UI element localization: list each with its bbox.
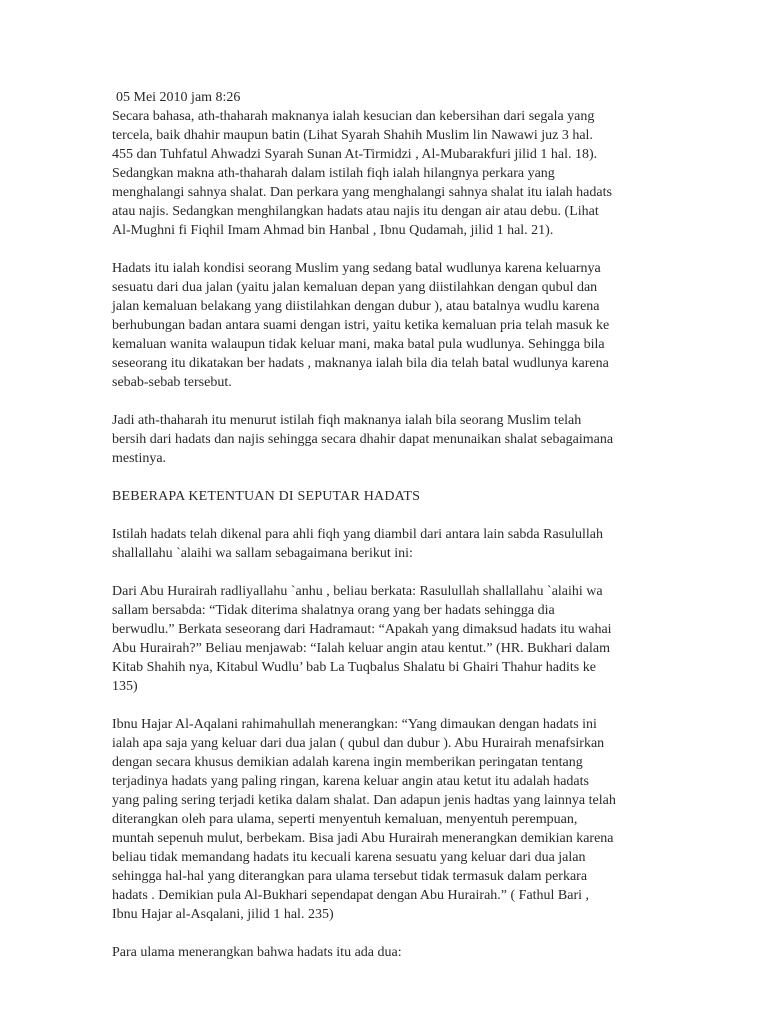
text-line: shallallahu `alaihi wa sallam sebagaimana berikut ini:: [112, 546, 413, 561]
text-line: ialah apa saja yang keluar dari dua jalan ( qubul dan dubur ). Abu Hurairah menafsirkan: [112, 736, 605, 751]
text-line: seseorang itu dikatakan ber hadats , maknanya ialah bila dia telah batal wudlunya karena: [112, 356, 609, 371]
text-line: sesuatu dari dua jalan (yaitu jalan kemaluan depan yang diistilahkan dengan qubul dan: [112, 280, 598, 295]
text-line: kemaluan wanita walaupun tidak keluar mani, maka batal pula wudlunya. Sehingga bila: [112, 337, 605, 352]
text-line: terjadinya hadats yang paling ringan, karena keluar angin atau ketut itu adalah hadats: [112, 774, 589, 789]
text-line: Sedangkan makna ath-thaharah dalam istilah fiqh ialah hilangnya perkara yang: [112, 166, 555, 181]
text-line: jalan kemaluan belakang yang diistilahkan dengan dubur ), atau batalnya wudlu karena: [112, 299, 600, 314]
text-line: beliau tidak memandang hadats itu kecuali karena sesuatu yang keluar dari dua jalan: [112, 850, 586, 865]
text-line: dengan secara khusus demikian adalah karena ingin memberikan peringatan tentang: [112, 755, 583, 770]
text-line: Jadi ath-thaharah itu menurut istilah fiqh maknanya ialah bila seorang Muslim telah: [112, 413, 582, 428]
text-line: muntah sepenuh mulut, berbekam. Bisa jadi Abu Hurairah menerangkan demikian karena: [112, 831, 614, 846]
paragraph-istilah: [112, 525, 762, 563]
text-line: sallam bersabda: “Tidak diterima shalatnya orang yang ber hadats sehingga dia: [112, 603, 555, 618]
text-line: tercela, baik dhahir maupun batin (Lihat Syarah Shahih Muslim lin Nawawi juz 3 hal.: [112, 128, 593, 143]
text-line: bersih dari hadats dan najis sehingga secara dhahir dapat menunaikan shalat sebagaimana: [112, 432, 614, 447]
paragraph-hadats: [112, 259, 762, 392]
text-line: sebab-sebab tersebut.: [112, 375, 232, 390]
text-line: hadats . Demikian pula Al-Bukhari sependapat dengan Abu Hurairah.” ( Fathul Bari ,: [112, 888, 590, 903]
text-line: diterangkan oleh para ulama, seperti menyentuh kemaluan, menyentuh perempuan,: [112, 812, 578, 827]
text-line: Dari Abu Hurairah radliyallahu `anhu , beliau berkata: Rasulullah shallallahu `alaihi wa: [112, 584, 603, 599]
text-line: berhubungan badan antara suami dengan istri, yaitu ketika kemaluan pria telah masuk ke: [112, 318, 610, 333]
text-line: Para ulama menerangkan bahwa hadats itu ada dua:: [112, 945, 402, 960]
text-line: menghalangi sahnya shalat. Dan perkara yang menghalangi sahnya shalat itu ialah hadats: [112, 185, 612, 200]
text-line: sehingga hal-hal yang diterangkan para ulama tersebut tidak termasuk dalam perkara: [112, 869, 588, 884]
text-line: Kitab Shahih nya, Kitabul Wudlu’ bab La Tuqbalus Shalatu bi Ghairi Thahur hadits ke: [112, 660, 596, 675]
paragraph-two-types: [112, 943, 762, 962]
text-line: Secara bahasa, ath-thaharah maknanya ialah kesucian dan kebersihan dari segala yang: [112, 109, 595, 124]
text-line: yang paling sering terjadi ketika dalam shalat. Dan adapun jenis hadtas yang lainnya telah: [112, 793, 616, 808]
text-line: berwudlu.” Berkata seseorang dari Hadramaut: “Apakah yang dimaksud hadats itu wahai: [112, 622, 612, 637]
text-line: Al-Mughni fi Fiqhil Imam Ahmad bin Hanbal , Ibnu Qudamah, jilid 1 hal. 21).: [112, 223, 554, 238]
text-line: Abu Hurairah?” Beliau menjawab: “Ialah keluar angin atau kentut.” (HR. Bukhari dalam: [112, 641, 610, 656]
text-line: mestinya.: [112, 451, 167, 466]
text-line: 455 dan Tuhfatul Ahwadzi Syarah Sunan At-Tirmidzi , Al-Mubarakfuri jilid 1 hal. 18).: [112, 147, 598, 162]
text-line: 135): [112, 679, 138, 694]
text-line: Ibnu Hajar al-Asqalani, jilid 1 hal. 235): [112, 907, 334, 922]
date-line: 05 Mei 2010 jam 8:26: [116, 90, 241, 105]
document-page: [112, 88, 762, 981]
text-line: Hadats itu ialah kondisi seorang Muslim yang sedang batal wudlunya karena keluarnya: [112, 261, 601, 276]
paragraph-definition: [112, 107, 762, 240]
paragraph-ibnu-hajar: [112, 715, 762, 924]
paragraph-hadith: [112, 582, 762, 696]
text-line: Istilah hadats telah dikenal para ahli fiqh yang diambil dari antara lain sabda Rasulullah: [112, 527, 604, 542]
paragraph-conclusion: [112, 411, 762, 468]
text-line: Ibnu Hajar Al-Aqalani rahimahullah menerangkan: “Yang dimaukan dengan hadats ini: [112, 717, 597, 732]
section-heading: BEBERAPA KETENTUAN DI SEPUTAR HADATS: [112, 489, 421, 504]
text-line: atau najis. Sedangkan menghilangkan hadats atau najis itu dengan air atau debu. (Lihat: [112, 204, 599, 219]
